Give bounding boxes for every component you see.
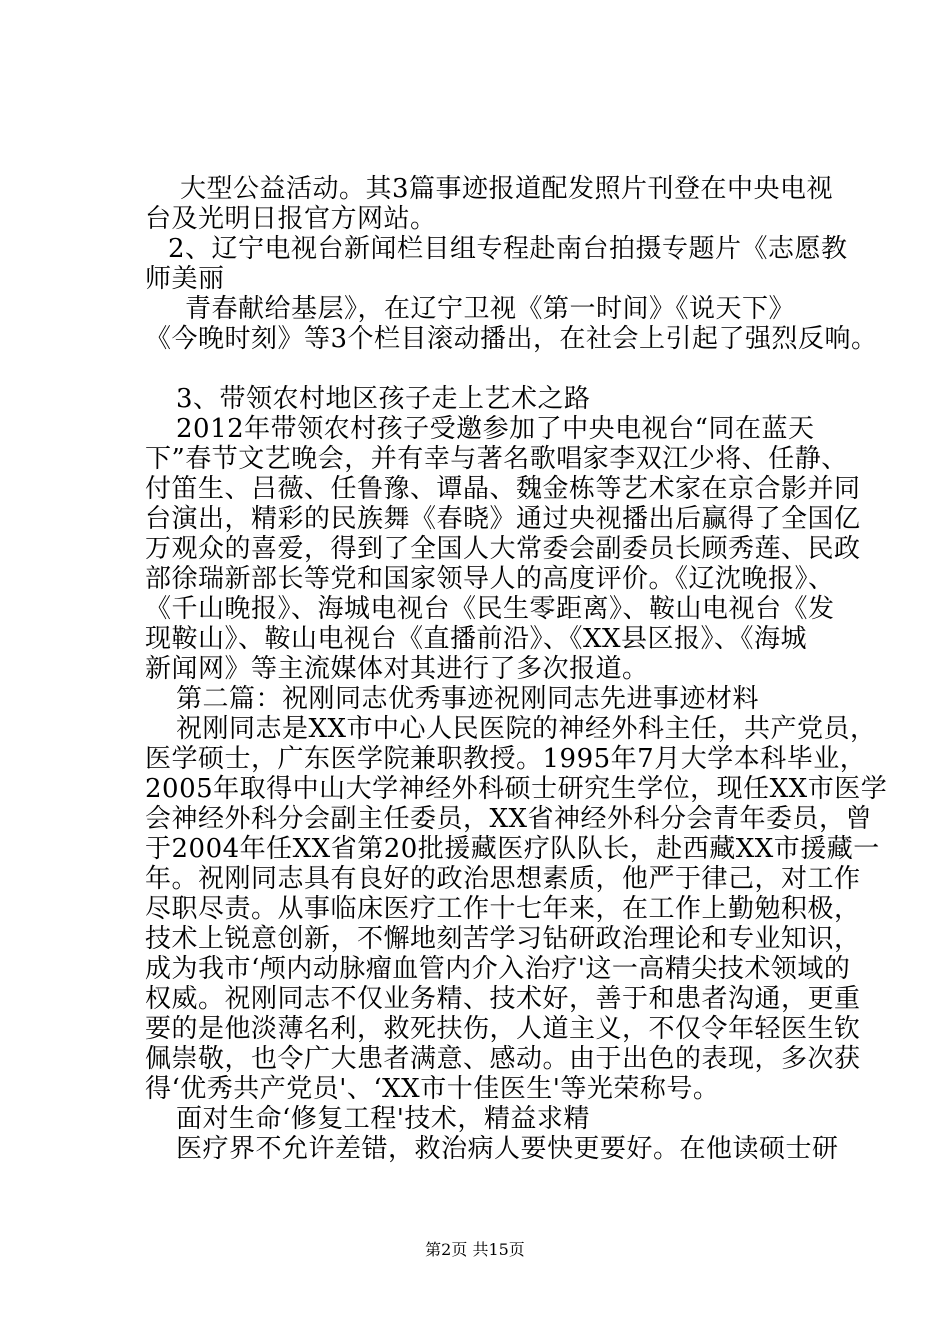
text-line: 年。祝刚同志具有良好的政治思想素质，他严于律己，对工作 [145, 864, 861, 894]
text-line: 台及光明日报官方网站。 [145, 204, 437, 234]
text-line: 3、带领农村地区孩子走上艺术之路 [176, 384, 591, 414]
text-line: 得‘优秀共产党员'、‘XX市十佳医生'等光荣称号。 [145, 1074, 720, 1104]
text-line: 现鞍山》、鞍山电视台《直播前沿》、《XX县区报》、《海城 [145, 624, 808, 654]
text-line: 2005年取得中山大学神经外科硕士研究生学位，现任XX市医学 [145, 774, 888, 804]
text-line: 大型公益活动。其3篇事迹报道配发照片刊登在中央电视 [180, 174, 834, 204]
text-line: 技术上锐意创新，不懈地刻苦学习钻研政治理论和专业知识， [145, 924, 861, 954]
text-line: 万观众的喜爱，得到了全国人大常委会副委员长顾秀莲、民政 [145, 534, 861, 564]
text-line: 部徐瑞新部长等党和国家领导人的高度评价。《辽沈晚报》、 [145, 564, 835, 594]
text-line: 青春献给基层》，在辽宁卫视《第一时间》《说天下》 [185, 294, 796, 324]
text-line: 祝刚同志是XX市中心人民医院的神经外科主任，共产党员， [176, 714, 877, 744]
text-line: 成为我市‘颅内动脉瘤血管内介入治疗'这一高精尖技术领域的 [145, 954, 851, 984]
text-line: 2、辽宁电视台新闻栏目组专程赴南台拍摄专题片《志愿教 [168, 234, 848, 264]
text-line: 医学硕士，广东医学院兼职教授。1995年7月大学本科毕业， [145, 744, 867, 774]
text-line: 要的是他淡薄名利，救死扶伤，人道主义，不仅令年轻医生钦 [145, 1014, 861, 1044]
text-line: 会神经外科分会副主任委员，XX省神经外科分会青年委员，曾 [145, 804, 873, 834]
text-line: 尽职尽责。从事临床医疗工作十七年来，在工作上勤勉积极， [145, 894, 861, 924]
text-line: 于2004年任XX省第20批援藏医疗队队长，赴西藏XX市援藏一 [145, 834, 880, 864]
text-line: 权威。祝刚同志不仅业务精、技术好，善于和患者沟通，更重 [145, 984, 861, 1014]
page-footer: 第2页 共15页 [425, 1240, 525, 1259]
text-line: 《千山晚报》、海城电视台《民生零距离》、鞍山电视台《发 [145, 594, 835, 624]
text-line: 面对生命‘修复工程'技术，精益求精 [176, 1104, 590, 1134]
text-line: 2012年带领农村孩子受邀参加了中央电视台“同在蓝天 [176, 414, 815, 444]
text-line: 《今晚时刻》等3个栏目滚动播出，在社会上引起了强烈反响。 [145, 324, 878, 354]
text-line: 台演出，精彩的民族舞《春晓》通过央视播出后赢得了全国亿 [145, 504, 861, 534]
text-line: 第二篇：祝刚同志优秀事迹祝刚同志先进事迹材料 [176, 684, 760, 714]
text-line: 下”春节文艺晚会，并有幸与著名歌唱家李双江少将、任静、 [145, 444, 848, 474]
text-line: 付笛生、吕薇、任鲁豫、谭晶、魏金栋等艺术家在京合影并同 [145, 474, 861, 504]
text-line: 新闻网》等主流媒体对其进行了多次报道。 [145, 654, 649, 684]
text-line: 师美丽 [145, 264, 225, 294]
text-line: 佩崇敬，也令广大患者满意、感动。由于出色的表现，多次获 [145, 1044, 861, 1074]
text-line: 医疗界不允许差错，救治病人要快更要好。在他读硕士研 [176, 1134, 839, 1164]
